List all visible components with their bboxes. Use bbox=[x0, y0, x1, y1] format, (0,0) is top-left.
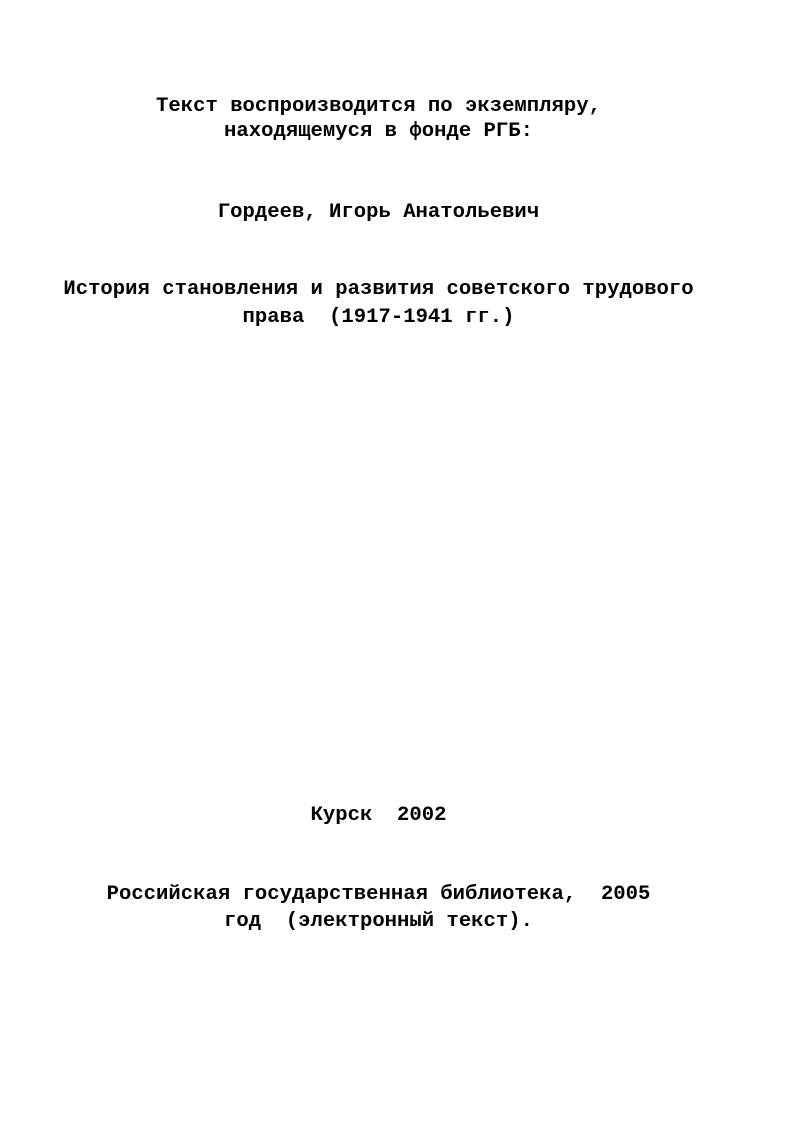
author-name: Гордеев, Игорь Анатольевич bbox=[217, 201, 540, 224]
title-line-1: История становления и развития советского трудового bbox=[63, 278, 694, 301]
title-line-2: права (1917-1941 гг.) bbox=[242, 306, 515, 329]
notice-line-1: Текст воспроизводится по экземпляру, bbox=[156, 95, 601, 118]
notice-line-2: находящемуся в фонде РГБ: bbox=[224, 120, 533, 143]
source-line-2: год (электронный текст). bbox=[224, 910, 533, 933]
imprint: Курск 2002 bbox=[310, 804, 447, 827]
source-line-1: Российская государственная библиотека, 2005 bbox=[106, 883, 651, 906]
